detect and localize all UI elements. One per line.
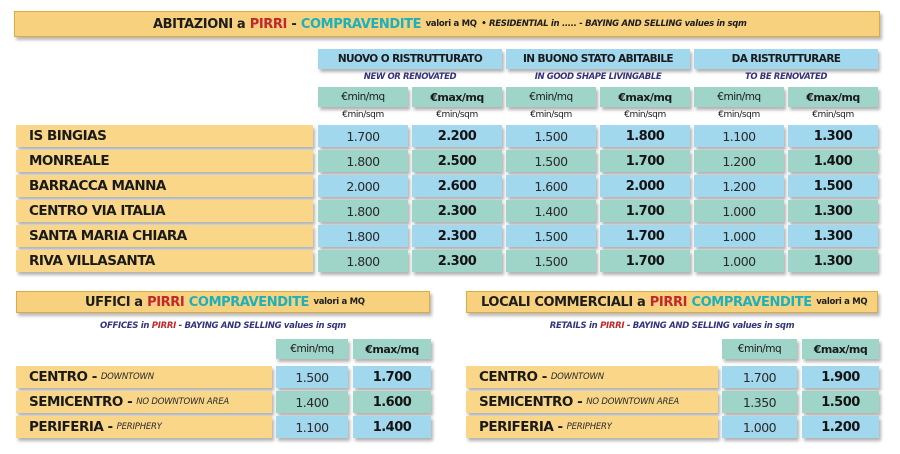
retail-subtitle-a: RETAILS in xyxy=(549,321,598,331)
offices-row-english: DOWNTOWN xyxy=(100,372,154,382)
retail-max-cell: 1.500 xyxy=(802,391,879,413)
offices-subtitle-place: PIRRI xyxy=(151,321,176,331)
retail-subtitle-c: - BAYING AND SELLING values in sqm xyxy=(626,321,795,331)
residential-cell: 1.100 xyxy=(694,125,784,147)
retail-row-name: CENTRO - xyxy=(479,369,547,385)
residential-cell: 2.300 xyxy=(412,225,502,247)
retail-row-label xyxy=(466,391,718,413)
retail-row-label xyxy=(466,366,718,388)
retail-row-english: DOWNTOWN xyxy=(550,372,604,382)
retail-min-cell: 1.350 xyxy=(722,391,797,413)
offices-row-name: PERIFERIA - xyxy=(29,419,113,435)
offices-row-label xyxy=(16,416,272,438)
residential-cell: 2.000 xyxy=(318,175,408,197)
retail-min-cell: 1.700 xyxy=(722,366,797,388)
residential-row-label: RIVA VILLASANTA xyxy=(16,250,313,272)
group-sub-new: NEW OR RENOVATED xyxy=(363,72,457,82)
residential-cell: 1.500 xyxy=(506,150,596,172)
offices-row-label xyxy=(16,366,272,388)
offices-title-small: valori a MQ xyxy=(313,297,365,307)
offices-title-place: PIRRI xyxy=(147,294,185,310)
residential-cell: 1.400 xyxy=(506,200,596,222)
offices-row-name: CENTRO - xyxy=(29,369,97,385)
retail-subtitle-place: PIRRI xyxy=(600,321,625,331)
unit-max-header: €max/mq xyxy=(600,87,690,107)
residential-row-label: IS BINGIAS xyxy=(16,125,313,147)
retail-title-sales: COMPRAVENDITE xyxy=(691,294,812,310)
residential-cell: 1.200 xyxy=(694,175,784,197)
offices-unit-max: €max/mq xyxy=(353,339,431,359)
unit-min-header: €min/mq xyxy=(506,87,596,107)
offices-min-cell: 1.100 xyxy=(276,416,348,438)
unit-min-header: €min/mq xyxy=(318,87,408,107)
retail-row-label xyxy=(466,416,718,438)
unit-sqm-label: €min/sqm xyxy=(624,110,666,120)
retail-row-english: NO DOWNTOWN AREA xyxy=(586,397,680,407)
residential-title-english: • RESIDENTIAL in ..... - BAYING AND SELLING values in sqm xyxy=(481,19,747,29)
residential-cell: 1.700 xyxy=(600,225,690,247)
unit-min-header: €min/mq xyxy=(694,87,784,107)
residential-cell: 1.000 xyxy=(694,250,784,272)
residential-cell: 2.000 xyxy=(600,175,690,197)
offices-title-word: UFFICI a xyxy=(85,294,143,310)
group-header-new: NUOVO O RISTRUTTURATO xyxy=(318,49,502,69)
residential-cell: 1.000 xyxy=(694,200,784,222)
residential-cell: 2.300 xyxy=(412,200,502,222)
offices-row-english: NO DOWNTOWN AREA xyxy=(136,397,230,407)
offices-max-cell: 1.600 xyxy=(353,391,431,413)
residential-row-label: CENTRO VIA ITALIA xyxy=(16,200,313,222)
residential-cell: 2.200 xyxy=(412,125,502,147)
offices-max-cell: 1.700 xyxy=(353,366,431,388)
retail-max-cell: 1.200 xyxy=(802,416,879,438)
residential-row-label: SANTA MARIA CHIARA xyxy=(16,225,313,247)
group-header-torenovate: DA RISTRUTTURARE xyxy=(694,49,878,69)
residential-cell: 1.800 xyxy=(318,225,408,247)
retail-title-small: valori a MQ xyxy=(816,297,868,307)
unit-sqm-label: €min/sqm xyxy=(342,110,384,120)
offices-subtitle-a: OFFICES in xyxy=(100,321,150,331)
retail-unit-min: €min/mq xyxy=(722,339,797,359)
residential-cell: 1.800 xyxy=(318,150,408,172)
residential-title-place: PIRRI xyxy=(249,16,287,32)
offices-row-label xyxy=(16,391,272,413)
offices-max-cell: 1.400 xyxy=(353,416,431,438)
residential-cell: 1.500 xyxy=(506,250,596,272)
residential-row-label: BARRACCA MANNA xyxy=(16,175,313,197)
retail-subtitle xyxy=(466,321,878,331)
retail-unit-max: €max/mq xyxy=(802,339,879,359)
residential-title-banner xyxy=(14,11,880,37)
residential-title-dash: - xyxy=(291,16,297,32)
unit-sqm-label: €min/sqm xyxy=(530,110,572,120)
residential-cell: 1.700 xyxy=(600,250,690,272)
group-header-good: IN BUONO STATO ABITABILE xyxy=(506,49,690,69)
retail-title-banner xyxy=(466,291,878,313)
residential-cell: 1.700 xyxy=(600,150,690,172)
residential-cell: 1.500 xyxy=(788,175,878,197)
retail-row-name: PERIFERIA - xyxy=(479,419,563,435)
residential-title-word: ABITAZIONI a xyxy=(153,16,246,32)
group-sub-torenovate: TO BE RENOVATED xyxy=(744,72,828,82)
residential-cell: 1.500 xyxy=(506,125,596,147)
unit-sqm-label: €min/sqm xyxy=(718,110,760,120)
residential-cell: 1.300 xyxy=(788,125,878,147)
residential-cell: 2.500 xyxy=(412,150,502,172)
residential-cell: 2.600 xyxy=(412,175,502,197)
unit-max-header: €max/mq xyxy=(788,87,878,107)
retail-min-cell: 1.000 xyxy=(722,416,797,438)
offices-unit-min: €min/mq xyxy=(276,339,348,359)
residential-cell: 1.800 xyxy=(318,200,408,222)
retail-row-name: SEMICENTRO - xyxy=(479,394,583,410)
offices-subtitle-c: - BAYING AND SELLING values in sqm xyxy=(178,321,346,331)
residential-cell: 1.300 xyxy=(788,250,878,272)
unit-sqm-label: €min/sqm xyxy=(436,110,478,120)
residential-row-label: MONREALE xyxy=(16,150,313,172)
offices-row-english: PERIPHERY xyxy=(116,422,162,432)
unit-sqm-label: €min/sqm xyxy=(812,110,854,120)
retail-max-cell: 1.900 xyxy=(802,366,879,388)
residential-cell: 1.300 xyxy=(788,200,878,222)
residential-cell: 1.200 xyxy=(694,150,784,172)
offices-subtitle xyxy=(16,321,430,331)
residential-cell: 1.600 xyxy=(506,175,596,197)
offices-title-banner xyxy=(16,291,430,313)
residential-cell: 1.700 xyxy=(600,200,690,222)
residential-title-sales: COMPRAVENDITE xyxy=(300,16,422,32)
residential-title-small: valori a MQ xyxy=(425,19,477,29)
retail-title-word: LOCALI COMMERCIALI a xyxy=(481,294,646,310)
retail-row-english: PERIPHERY xyxy=(566,422,612,432)
residential-cell: 1.800 xyxy=(600,125,690,147)
offices-title-sales: COMPRAVENDITE xyxy=(188,294,310,310)
residential-cell: 1.700 xyxy=(318,125,408,147)
residential-cell: 1.000 xyxy=(694,225,784,247)
residential-cell: 1.800 xyxy=(318,250,408,272)
residential-cell: 1.300 xyxy=(788,225,878,247)
group-sub-good: IN GOOD SHAPE LIVINGABLE xyxy=(534,72,662,82)
residential-cell: 1.400 xyxy=(788,150,878,172)
retail-title-place: PIRRI xyxy=(649,294,688,310)
offices-min-cell: 1.500 xyxy=(276,366,348,388)
unit-max-header: €max/mq xyxy=(412,87,502,107)
residential-cell: 1.500 xyxy=(506,225,596,247)
offices-min-cell: 1.400 xyxy=(276,391,348,413)
offices-row-name: SEMICENTRO - xyxy=(29,394,133,410)
residential-cell: 2.300 xyxy=(412,250,502,272)
